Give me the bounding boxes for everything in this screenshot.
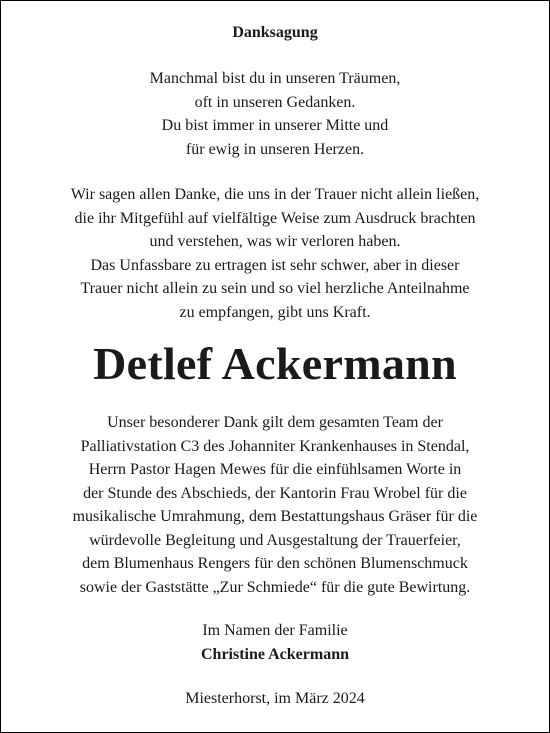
thanks-line: Das Unfassbare zu ertragen ist sehr schwer, aber in dieser — [90, 256, 460, 274]
special-thanks-line: Palliativstation C3 des Johanniter Krankenhauses in Stendal, — [80, 437, 470, 455]
deceased-name: Detlef Ackermann — [93, 338, 457, 389]
poem-line: Manchmal bist du in unseren Träumen, — [149, 70, 401, 87]
thanks-line: die ihr Mitgefühl auf vielfältige Weise zum Ausdruck brachten — [74, 209, 476, 227]
poem-line: Du bist immer in unserer Mitte und — [161, 117, 389, 134]
special-thanks-block — [1, 411, 549, 599]
poem-block — [1, 67, 549, 161]
signer-name: Christine Ackermann — [201, 645, 349, 663]
special-thanks-line: würdevolle Begleitung und Ausgestaltung der Trauerfeier, — [89, 531, 461, 549]
thanks-line: Trauer nicht allein zu sein und so viel herzliche Anteilnahme — [80, 280, 470, 297]
poem-line: für ewig in unseren Herzen. — [185, 140, 365, 158]
thanks-line: zu empfangen, gibt uns Kraft. — [179, 303, 371, 321]
special-thanks-line: Unser besonderer Dank gilt dem gesamten Team der — [107, 414, 443, 431]
place-and-date: Miesterhorst, im März 2024 — [185, 690, 365, 707]
special-thanks-line: sowie der Gaststätte „Zur Schmiede“ für die gute Bewirtung. — [79, 578, 471, 596]
thanks-line: und verstehen, was wir verloren haben. — [149, 233, 401, 250]
family-signature — [1, 619, 549, 666]
general-thanks-block — [1, 183, 549, 324]
family-line: Im Namen der Familie — [202, 622, 348, 639]
special-thanks-line: musikalische Umrahmung, dem Bestattungshaus Gräser für die — [72, 508, 478, 525]
poem-line: oft in unseren Gedanken. — [194, 93, 356, 111]
special-thanks-line: Herrn Pastor Hagen Mewes für die einfühlsamen Worte in — [88, 461, 462, 478]
special-thanks-line: dem Blumenhaus Rengers für den schönen Blumenschmuck — [82, 555, 468, 572]
thanks-line: Wir sagen allen Danke, die uns in der Trauer nicht allein ließen, — [70, 186, 480, 203]
special-thanks-line: der Stunde des Abschieds, der Kantorin Frau Wrobel für die — [83, 484, 467, 502]
notice-heading: Danksagung — [232, 24, 318, 41]
